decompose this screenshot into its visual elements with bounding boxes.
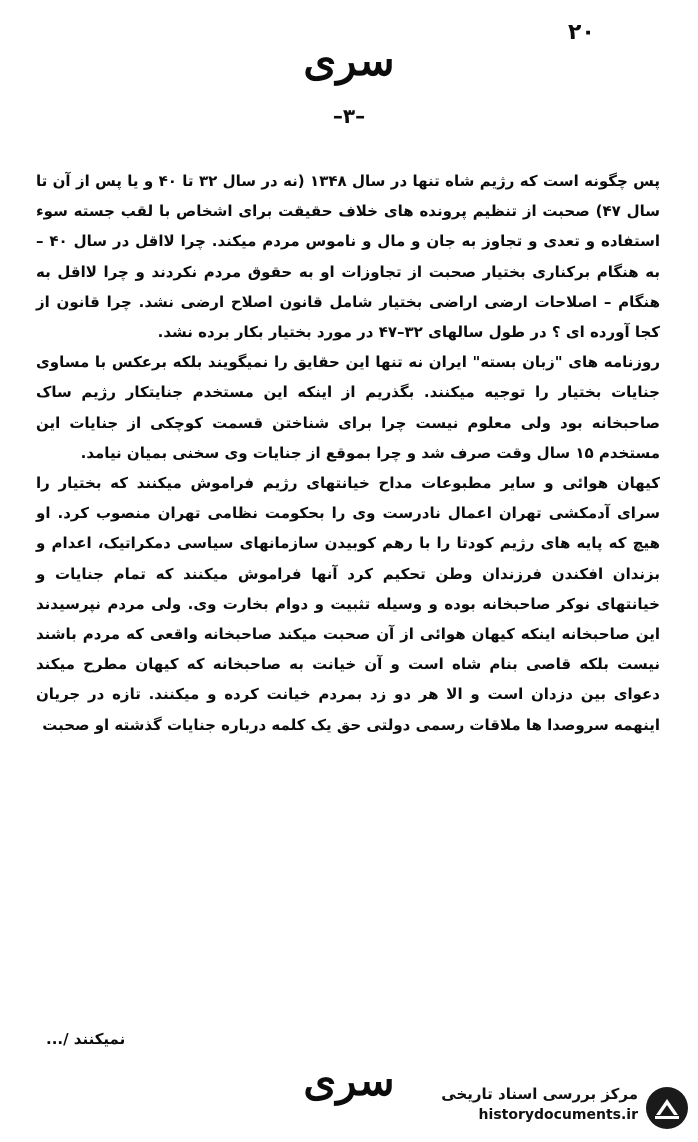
continuation-text: نمیکنند /... <box>46 1030 126 1048</box>
archive-watermark[interactable] <box>420 1083 690 1133</box>
document-body <box>36 166 660 740</box>
classification-stamp-bottom: سری <box>303 1056 395 1105</box>
paragraph-3: کیهان هوائی و سایر مطبوعات مداح خیانتهای رژیم فراموش میکنند که بختیار را سرای آدمکشی تهران اعمال نادرست وی را بحکومت نظامی تهران منصوب کرد. او هیچ که پایه های رژیم کودتا را با رهم کوبیدن سازمانهای سیاسی دمکراتیک، اعدام و بزندان افکندن فرزندان وطن تحکیم کرد آنها فراموش میکنند که تمام جنایات و خیانتهای نوکر صاحبخانه بوده و وسیله تثبیت و دوام بخارت وی. ولی مردم نپرسیدند این صاحبخانه اینکه کیهان هوائی از آن صحبت میکند صاحبخانه واقعی که مردم باشند نیست بلکه قاصی بنام شاه است و آن خیانت به صاحبخانه که کیهان مطرح میکند دعوای بین دزدان است و الا هر دو زد بمردم خیانت کرده و میکنند. تازه در جریان اینهمه سروصدا ها ملاقات رسمی دولتی حق یک کلمه درباره جنایات گذشته او صحبت <box>36 474 660 734</box>
section-marker: –۳– <box>332 104 366 128</box>
watermark-title: مرکز بررسی اسناد تاریخی <box>441 1085 638 1103</box>
archive-logo-icon <box>644 1085 690 1131</box>
classification-stamp-top: سری <box>303 36 395 85</box>
paragraph-2: روزنامه های "زبان بسته" ایران نه تنها این حقایق را نمیگویند بلکه برعکس با مساوی جنایات بختیار را توجیه میکنند. بگذریم از اینکه این مستخدم جنایتکار رژیم ساک صاحبخانه بود ولی معلوم نیست چرا برای شناختن قسمت کوچکی از جنایات این مستخدم ۱۵ سال وقت صرف شد و چرا بموقع از جنایات وی سخنی بمیان نیامد. <box>36 353 660 462</box>
page-number: ۲۰ <box>568 20 595 45</box>
paragraph-1: پس چگونه است که رژیم شاه تنها در سال ۱۳۴۸ (نه در سال ۳۲ تا ۴۰ و یا پس از آن تا سال ۴۷) صحبت از تنظیم پرونده های خلاف حقیقت برای اشخاص با لقب جسته سوء استفاده و تعدی و تجاوز به جان و مال و ناموس مردم میکند. چرا لااقل در سال ۴۰ – به هنگام برکناری بختیار صحبت از تجاوزات او به حقوق مردم نکردند و چرا لااقل به هنگام – اصلاحات ارضی اراضی بختیار شامل قانون اصلاح ارضی نشد. چرا قانون از کجا آورده ای ؟ در طول سالهای ۳۲–۴۷ در مورد بختیار بکار برده نشد. <box>36 172 660 342</box>
watermark-url[interactable]: historydocuments.ir <box>478 1107 638 1123</box>
